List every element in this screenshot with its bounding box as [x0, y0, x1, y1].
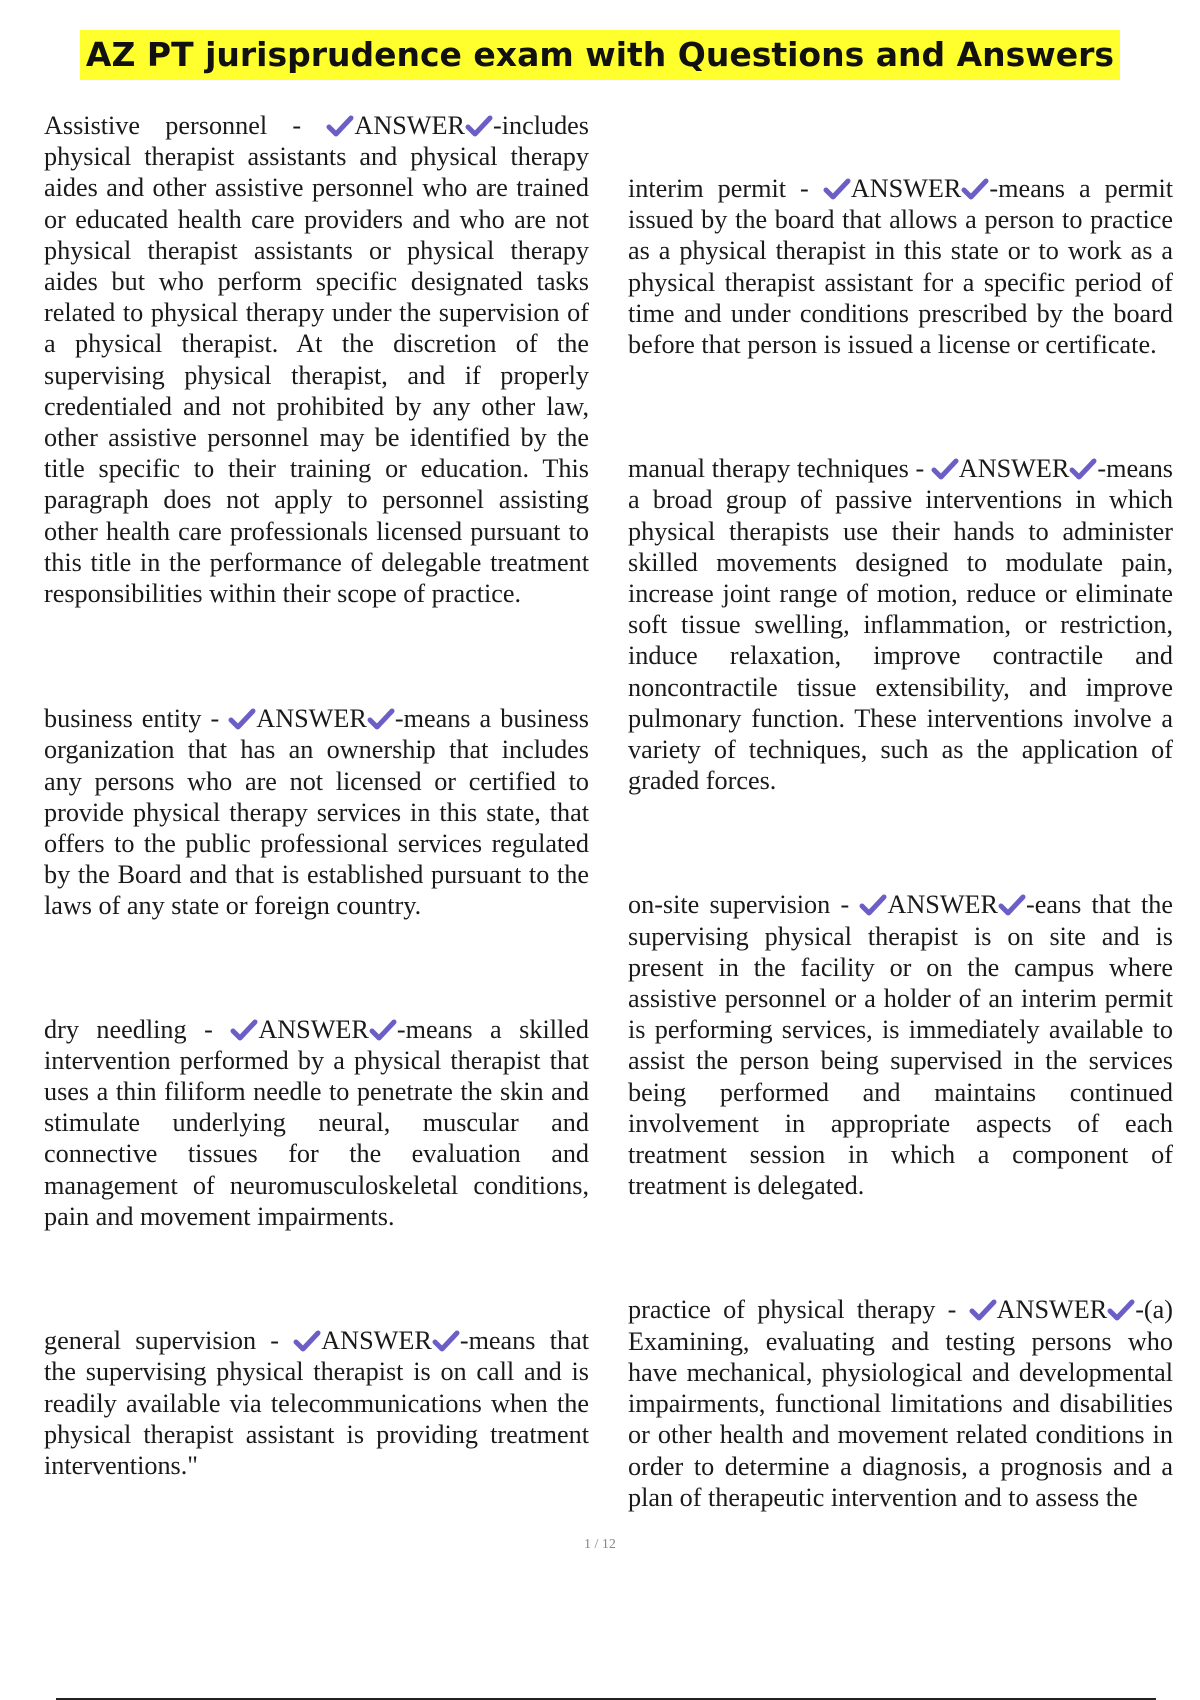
- term: business entity: [44, 704, 202, 734]
- checkmark-icon: [859, 894, 887, 916]
- term: manual therapy techniques: [628, 454, 909, 484]
- term: on-site supervision: [628, 890, 831, 920]
- checkmark-icon: [367, 708, 395, 730]
- definition: -means a permit issued by the board that allows a person to practice as a physical therapist in this state or to work as a physical therapist assistant for a specific period of time and under conditions prescribed by the board before that person is issued a license or certificate.: [628, 174, 1173, 360]
- term: general supervision: [44, 1326, 257, 1356]
- definition: -eans that the supervising physical therapist is on site and is present in the facility or on the campus where assistive personnel or a holder of an interim permit is performing services, is immediately available to assist the person being supervised in the services being performed and maintains continued involvement in appropriate aspects of each treatment session in which a component of treatment is delegated.: [628, 890, 1173, 1201]
- term: Assistive personnel: [44, 111, 268, 140]
- checkmark-icon: [998, 894, 1026, 916]
- definition: -means a business organization that has an ownership that includes any persons who are not licensed or certified to provide physical therapy services in this state, that offers to the public professional services regulated by the Board and that is established pursuant to the laws of any state or foreign country.: [44, 704, 589, 921]
- term: interim permit: [628, 174, 787, 203]
- definition: -includes physical therapist assistants and physical therapy aides and other assistive personnel who are trained or educated health care providers and who are not physical therapist assistants or physical therapy aides but who perform specific designated tasks related to physical therapy under the supervision of a physical therapist. At the discretion of the supervising physical therapist, and if properly credentialed and not prohibited by any other law, other assistive personnel may be identified by the title specific to their training or education. This paragraph does not apply to personnel assisting other health care professionals licensed pursuant to this title in the performance of delegable treatment responsibilities within their scope of practice.: [44, 111, 589, 609]
- answer-label: ANSWER: [258, 1014, 369, 1044]
- qa-entry: manual therapy techniques - ANSWER -means a broad group of passive interventions in which physical therapists use their hands to administer skilled movements designed to modulate pain, increase joint range of motion, reduce or eliminate soft tissue swelling, inflammation, or restriction, induce relaxation, improve contractile and noncontractile tissue extensibility, and improve pulmonary function. These interventions involve a variety of techniques, such as the application of graded forces.: [628, 454, 1173, 796]
- checkmark-icon: [961, 178, 989, 200]
- checkmark-icon: [1069, 458, 1097, 480]
- answer-label: ANSWER: [354, 111, 465, 140]
- definition: -means that the supervising physical therapist is on call and is readily available via telecommunications when the physical therapist assistant is providing treatment interventions.": [44, 1326, 589, 1480]
- answer-label: ANSWER: [958, 454, 1070, 484]
- document-title: AZ PT jurisprudence exam with Questions and Answers: [80, 30, 1120, 80]
- answer-label: ANSWER: [887, 890, 999, 920]
- page-number: 1 / 12: [584, 1537, 616, 1552]
- qa-entry: interim permit - ANSWER -means a permit issued by the board that allows a person to practice as a physical therapist in this state or to work as a physical therapist assistant for a specific period of time and under conditions prescribed by the board before that person is issued a license or certificate.: [628, 174, 1173, 360]
- checkmark-icon: [369, 1019, 397, 1041]
- qa-entry: general supervision - ANSWER -means that the supervising physical therapist is on call and is readily available via telecommunications when the physical therapist assistant is providing treatment interventions.": [44, 1326, 589, 1480]
- checkmark-icon: [228, 708, 256, 730]
- answer-label: ANSWER: [850, 174, 962, 203]
- checkmark-icon: [326, 115, 354, 137]
- checkmark-icon: [931, 458, 959, 480]
- definition: -(a) Examining, evaluating and testing persons who have mechanical, physiological and developmental impairments, functional limitations and disabilities or other health and movement related conditions in order to determine a diagnosis, a prognosis and a plan of therapeutic intervention and to assess the: [628, 1295, 1173, 1512]
- qa-entry: Assistive personnel - ANSWER -includes physical therapist assistants and physical therapy aides and other assistive personnel who are trained or educated health care providers and who are not physical therapist assistants or physical therapy aides but who perform specific designated tasks related to physical therapy under the supervision of a physical therapist. At the discretion of the supervising physical therapist, and if properly credentialed and not prohibited by any other law, other assistive personnel may be identified by the title specific to their training or education. This paragraph does not apply to personnel assisting other health care professionals licensed pursuant to this title in the performance of delegable treatment responsibilities within their scope of practice.: [44, 111, 589, 609]
- qa-entry: practice of physical therapy - ANSWER -(a) Examining, evaluating and testing persons who have mechanical, physiological and developmental impairments, functional limitations and disabilities or other health and movement related conditions in order to determine a diagnosis, a prognosis and a plan of therapeutic intervention and to assess the: [628, 1295, 1173, 1512]
- checkmark-icon: [1107, 1299, 1135, 1321]
- answer-label: ANSWER: [321, 1326, 432, 1356]
- qa-entry: business entity - ANSWER -means a business organization that has an ownership that includes any persons who are not licensed or certified to provide physical therapy services in this state, that offers to the public professional services regulated by the Board and that is established pursuant to the laws of any state or foreign country.: [44, 704, 589, 921]
- checkmark-icon: [969, 1299, 997, 1321]
- checkmark-icon: [230, 1019, 258, 1041]
- answer-label: ANSWER: [996, 1295, 1108, 1325]
- checkmark-icon: [293, 1330, 321, 1352]
- term: dry needling: [44, 1014, 187, 1044]
- term: practice of physical therapy: [628, 1295, 936, 1325]
- title-container: [0, 30, 1200, 80]
- answer-label: ANSWER: [256, 704, 367, 734]
- checkmark-icon: [432, 1330, 460, 1352]
- qa-entry: dry needling - ANSWER -means a skilled intervention performed by a physical therapist that uses a thin filiform needle to penetrate the skin and stimulate underlying neural, muscular and connective tissues for the evaluation and management of neuromusculoskeletal conditions, pain and movement impairments.: [44, 1014, 589, 1231]
- left-column: [44, 110, 589, 1543]
- checkmark-icon: [823, 178, 851, 200]
- right-column: [628, 173, 1173, 1575]
- definition: -means a broad group of passive interventions in which physical therapists use their hands to administer skilled movements designed to modulate pain, increase joint range of motion, reduce or eliminate soft tissue swelling, inflammation, or restriction, induce relaxation, improve contractile and noncontractile tissue extensibility, and improve pulmonary function. These interventions involve a variety of techniques, such as the application of graded forces.: [628, 454, 1173, 796]
- qa-entry: on-site supervision - ANSWER -eans that the supervising physical therapist is on site and is present in the facility or on the campus where assistive personnel or a holder of an interim permit is performing services, is immediately available to assist the person being supervised in the services being performed and maintains continued involvement in appropriate aspects of each treatment session in which a component of treatment is delegated.: [628, 890, 1173, 1201]
- definition: -means a skilled intervention performed by a physical therapist that uses a thin filiform needle to penetrate the skin and stimulate underlying neural, muscular and connective tissues for the evaluation and management of neuromusculoskeletal conditions, pain and movement impairments.: [44, 1014, 589, 1231]
- checkmark-icon: [465, 115, 493, 137]
